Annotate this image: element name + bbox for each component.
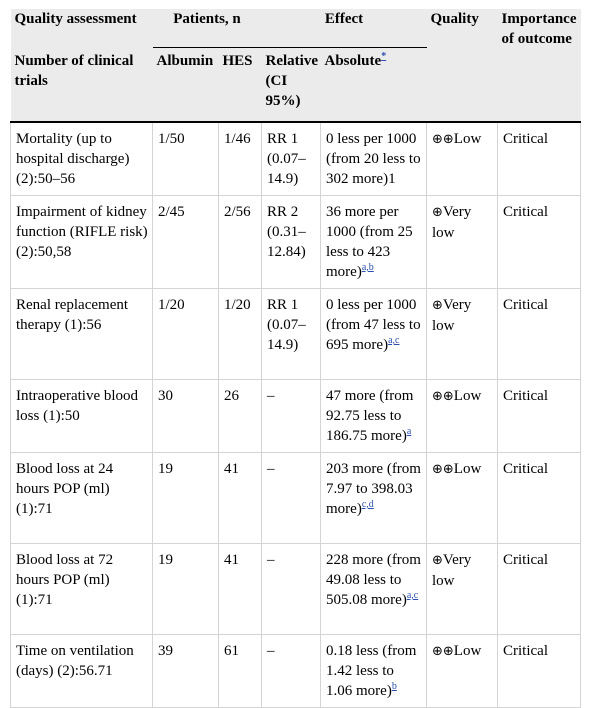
footnote-link[interactable]: a,b [361,262,374,273]
cell-relative: RR 1 (0.07–14.9) [262,122,321,196]
header-importance: Importance of outcome [498,9,581,122]
cell-outcome: Blood loss at 24 hours POP (ml) (1):71 [11,453,153,544]
absolute-value: 203 more (from 7.97 to 398.03 more) [326,461,421,517]
table-row [11,635,581,708]
cell-outcome: Time on ventilation (days) (2):56.71 [11,635,153,708]
cell-relative: – [262,453,321,544]
header-num-trials: Number of clinical trials [11,48,153,123]
absolute-value: 36 more per 1000 (from 25 less to 423 more) [326,204,413,280]
cell-hes: 61 [219,635,262,708]
header-absolute-label: Absolute [324,53,382,69]
cell-outcome: Impairment of kidney function (RIFLE risk) (2):50,58 [11,196,153,289]
cell-quality [427,122,498,196]
cell-importance: Critical [498,122,581,196]
quality-label: Low [453,643,482,659]
cell-outcome: Renal replacement therapy (1):56 [11,289,153,380]
table-row [11,453,581,544]
cell-albumin: 30 [153,380,219,453]
cell-albumin: 1/20 [153,289,219,380]
cell-quality [427,289,498,380]
cell-quality [427,196,498,289]
quality-rating-icon: ⊕ [432,205,443,220]
grade-evidence-table [10,9,581,708]
header-effect: Effect [262,9,427,48]
cell-absolute [321,453,427,544]
footnote-link[interactable]: c,d [361,499,374,510]
header-hes: HES [219,48,262,123]
cell-absolute [321,544,427,635]
cell-relative: – [262,635,321,708]
quality-label: Low [453,388,482,404]
table-row [11,196,581,289]
cell-albumin: 19 [153,544,219,635]
absolute-footnote-link[interactable]: * [381,51,387,62]
quality-label: Very low [432,204,472,241]
absolute-value: 228 more (from 49.08 less to 505.08 more) [326,552,421,608]
cell-relative: RR 1 (0.07–14.9) [262,289,321,380]
cell-importance: Critical [498,289,581,380]
table-body [11,122,581,708]
cell-absolute [321,196,427,289]
quality-rating-icon: ⊕ [432,553,443,568]
header-quality: Quality [427,9,498,122]
table-row [11,289,581,380]
cell-hes: 1/20 [219,289,262,380]
quality-rating-icon: ⊕⊕ [432,389,454,404]
cell-relative: – [262,544,321,635]
cell-importance: Critical [498,380,581,453]
cell-albumin: 19 [153,453,219,544]
absolute-value: 0 less per 1000 (from 47 less to 695 more) [326,297,421,353]
cell-quality [427,453,498,544]
cell-outcome: Mortality (up to hospital discharge) (2):50–56 [11,122,153,196]
table-row [11,122,581,196]
cell-quality [427,544,498,635]
cell-hes: 2/56 [219,196,262,289]
quality-label: Low [453,461,482,477]
quality-label: Very low [432,297,472,334]
cell-albumin: 2/45 [153,196,219,289]
cell-outcome: Blood loss at 72 hours POP (ml) (1):71 [11,544,153,635]
cell-outcome: Intraoperative blood loss (1):50 [11,380,153,453]
quality-rating-icon: ⊕⊕ [432,644,454,659]
header-quality-assessment: Quality assessment [11,9,153,48]
cell-albumin: 1/50 [153,122,219,196]
cell-importance: Critical [498,635,581,708]
quality-label: Very low [432,552,472,589]
cell-importance: Critical [498,453,581,544]
header-albumin: Albumin [153,48,219,123]
quality-rating-icon: ⊕⊕ [432,132,454,147]
cell-absolute [321,635,427,708]
cell-hes: 41 [219,544,262,635]
footnote-link[interactable]: a,c [388,335,400,346]
footnote-link[interactable]: b [391,681,397,692]
quality-label: Low [453,131,482,147]
cell-quality [427,635,498,708]
cell-importance: Critical [498,196,581,289]
table-row [11,380,581,453]
quality-rating-icon: ⊕ [432,298,443,313]
cell-hes: 26 [219,380,262,453]
cell-absolute [321,380,427,453]
footnote-link[interactable]: a [406,426,412,437]
cell-importance: Critical [498,544,581,635]
absolute-value: 47 more (from 92.75 less to 186.75 more) [326,388,414,444]
absolute-value: 0 less per 1000 (from 20 less to 302 more)1 [326,131,421,187]
cell-quality [427,380,498,453]
cell-absolute [321,289,427,380]
header-absolute [321,48,427,123]
cell-albumin: 39 [153,635,219,708]
table-row [11,544,581,635]
header-relative: Relative (CI 95%) [262,48,321,123]
cell-relative: RR 2 (0.31–12.84) [262,196,321,289]
footnote-link[interactable]: a,c [406,590,419,601]
cell-relative: – [262,380,321,453]
quality-rating-icon: ⊕⊕ [432,462,454,477]
absolute-value: 0.18 less (from 1.42 less to 1.06 more) [326,643,417,699]
cell-absolute [321,122,427,196]
cell-hes: 1/46 [219,122,262,196]
cell-hes: 41 [219,453,262,544]
header-patients: Patients, n [153,9,262,48]
